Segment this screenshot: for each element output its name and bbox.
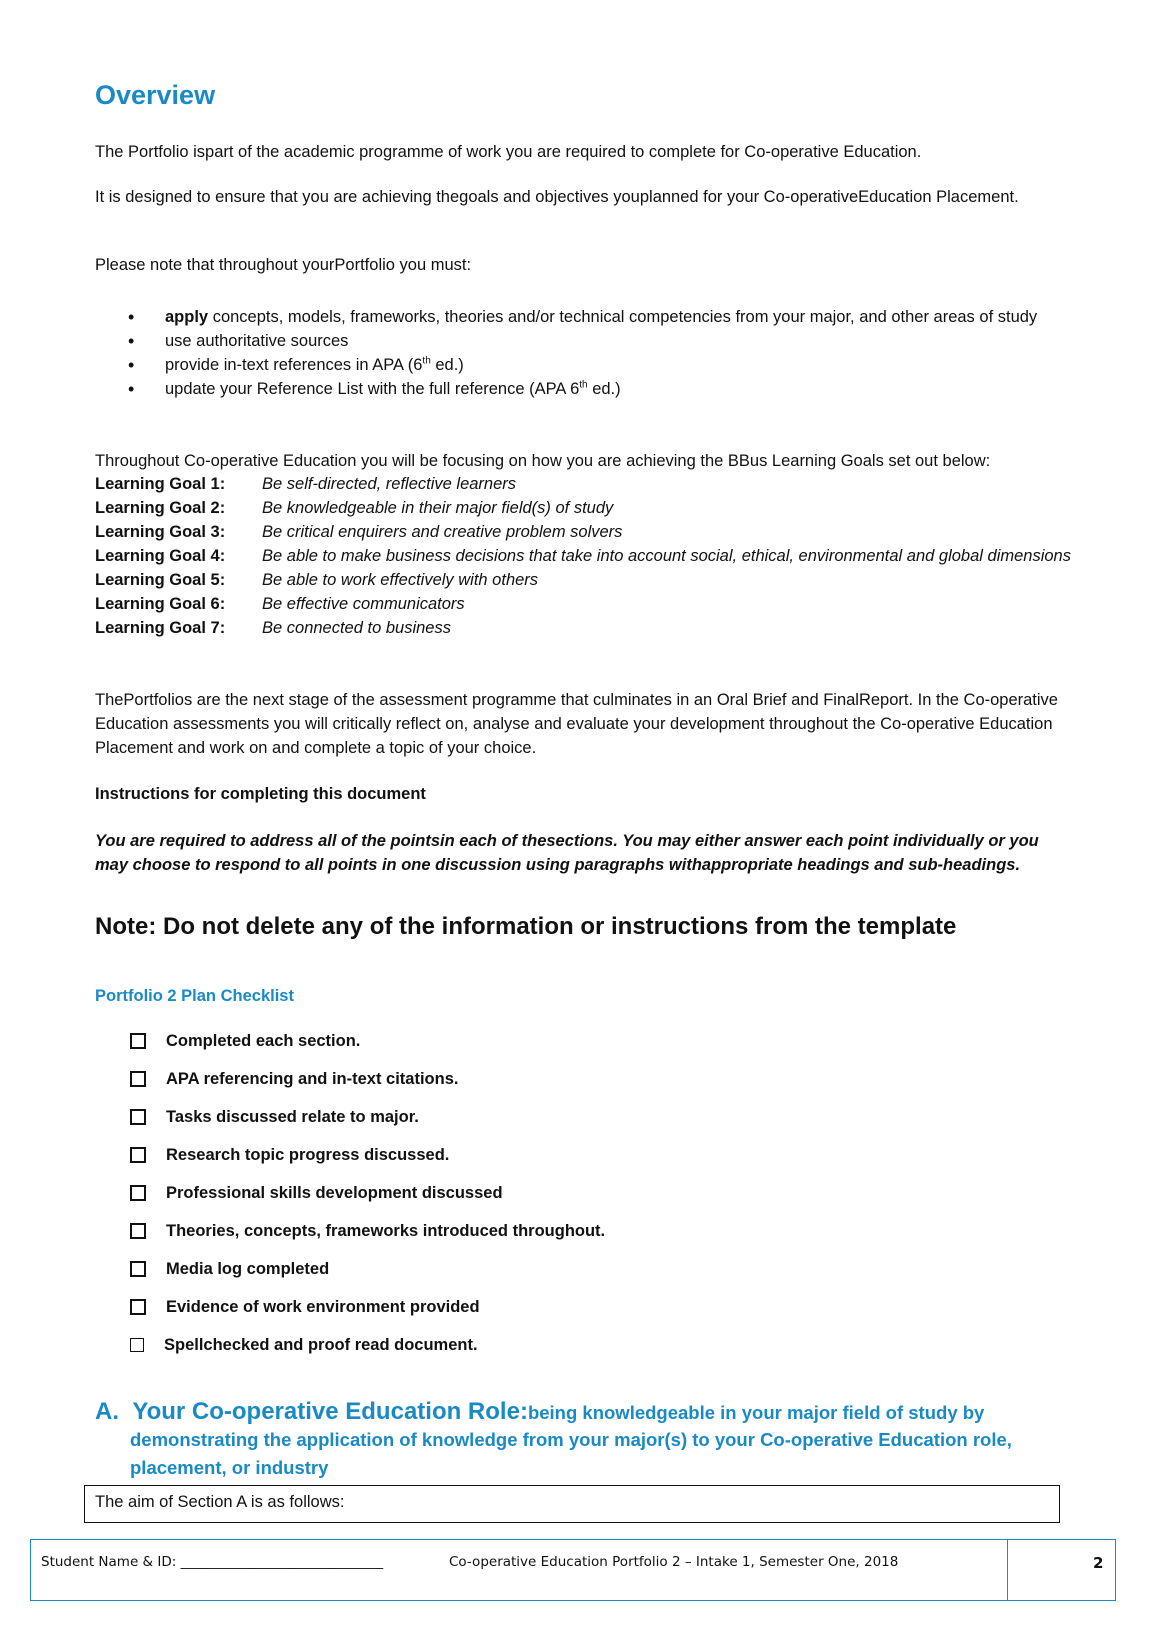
intro-paragraph: The Portfolio ispart of the academic programme of work you are required to complete for Co-operative Education.: [95, 143, 922, 161]
learning-goal: Learning Goal 5: Be able to work effectively with others: [95, 571, 539, 589]
footer-divider: [1007, 1540, 1008, 1600]
checkbox-icon[interactable]: [130, 1033, 146, 1049]
checklist-item[interactable]: APA referencing and in-text citations.: [130, 1060, 605, 1098]
checklist-item[interactable]: Research topic progress discussed.: [130, 1136, 605, 1174]
checklist-item[interactable]: Tasks discussed relate to major.: [130, 1098, 605, 1136]
note-heading: Note: Do not delete any of the information or instructions from the template: [95, 913, 957, 940]
footer-title: Co-operative Education Portfolio 2 – Intake 1, Semester One, 2018: [449, 1554, 899, 1570]
learning-goal: Learning Goal 1: Be self-directed, reflective learners: [95, 475, 517, 493]
checkbox-icon[interactable]: [130, 1109, 146, 1125]
checklist-heading: Portfolio 2 Plan Checklist: [95, 987, 294, 1005]
list-item: • apply concepts, models, frameworks, theories and/or technical competencies from your major, and other areas of study: [95, 305, 1075, 329]
checkbox-icon[interactable]: [130, 1338, 144, 1352]
portfolios-paragraph: ThePortfolios are the next stage of the assessment programme that culminates in an Oral Brief and FinalReport. In the Co-operative Education assessments you will critically reflect on, analyse and evaluate your development throughout the Co-operative Education Placement and work on and complete a topic of your choice.: [95, 691, 1058, 757]
checklist-item[interactable]: Theories, concepts, frameworks introduced throughout.: [130, 1212, 605, 1250]
requirements-intro: Please note that throughout yourPortfolio you must:: [95, 256, 472, 274]
checkbox-icon[interactable]: [130, 1299, 146, 1315]
checkbox-icon[interactable]: [130, 1185, 146, 1201]
checkbox-icon[interactable]: [130, 1223, 146, 1239]
aim-box: [84, 1485, 1060, 1523]
checklist: [130, 1022, 605, 1364]
section-subtitle: being knowledgeable in your major field of study by: [527, 1402, 985, 1423]
list-item: • update your Reference List with the full reference (APA 6th ed.): [95, 377, 1075, 401]
checklist-item[interactable]: Professional skills development discussed: [130, 1174, 605, 1212]
list-item: • use authoritative sources: [95, 329, 1075, 353]
checklist-item[interactable]: Evidence of work environment provided: [130, 1288, 605, 1326]
section-subtitle-line: placement, or industry: [130, 1457, 329, 1478]
purpose-paragraph: It is designed to ensure that you are achieving thegoals and objectives youplanned for your Co-operativeEducation Placement.: [95, 188, 1019, 206]
goals-intro: Throughout Co-operative Education you will be focusing on how you are achieving the BBus Learning Goals set out below:: [95, 452, 991, 470]
learning-goal: Learning Goal 2: Be knowledgeable in their major field(s) of study: [95, 499, 614, 517]
learning-goal: Learning Goal 7: Be connected to business: [95, 619, 451, 637]
section-letter: A.: [95, 1398, 119, 1425]
overview-heading: Overview: [95, 80, 216, 110]
checklist-item[interactable]: Spellchecked and proof read document.: [130, 1326, 605, 1364]
checkbox-icon[interactable]: [130, 1147, 146, 1163]
section-title: Your Co-operative Education Role:: [132, 1398, 528, 1425]
learning-goal: Learning Goal 6: Be effective communicators: [95, 595, 465, 613]
checklist-item[interactable]: Completed each section.: [130, 1022, 605, 1060]
student-name-field: Student Name & ID: ______________________________: [41, 1554, 384, 1570]
section-subtitle-line: demonstrating the application of knowledge from your major(s) to your Co-operative Education role,: [130, 1429, 1012, 1450]
aim-text: The aim of Section A is as follows:: [95, 1493, 345, 1511]
requirements-list: [95, 305, 1075, 401]
learning-goal: Learning Goal 4: Be able to make business decisions that take into account social, ethical, environmental and global dimensions: [95, 547, 1071, 565]
learning-goal: Learning Goal 3: Be critical enquirers and creative problem solvers: [95, 523, 623, 541]
section-a-heading: [95, 1398, 1075, 1482]
checkbox-icon[interactable]: [130, 1261, 146, 1277]
page-number: 2: [1093, 1554, 1104, 1572]
instructions-heading: Instructions for completing this document: [95, 785, 426, 803]
list-item: • provide in-text references in APA (6th ed.): [95, 353, 1075, 377]
learning-goals: [95, 472, 1075, 640]
instructions-text: You are required to address all of the pointsin each of thesections. You may either answer each point individually or you may choose to respond to all points in one discussion using paragraphs withappropriate headings and sub-headings.: [95, 832, 1039, 874]
checklist-item[interactable]: Media log completed: [130, 1250, 605, 1288]
checkbox-icon[interactable]: [130, 1071, 146, 1087]
page-footer: [30, 1539, 1116, 1601]
